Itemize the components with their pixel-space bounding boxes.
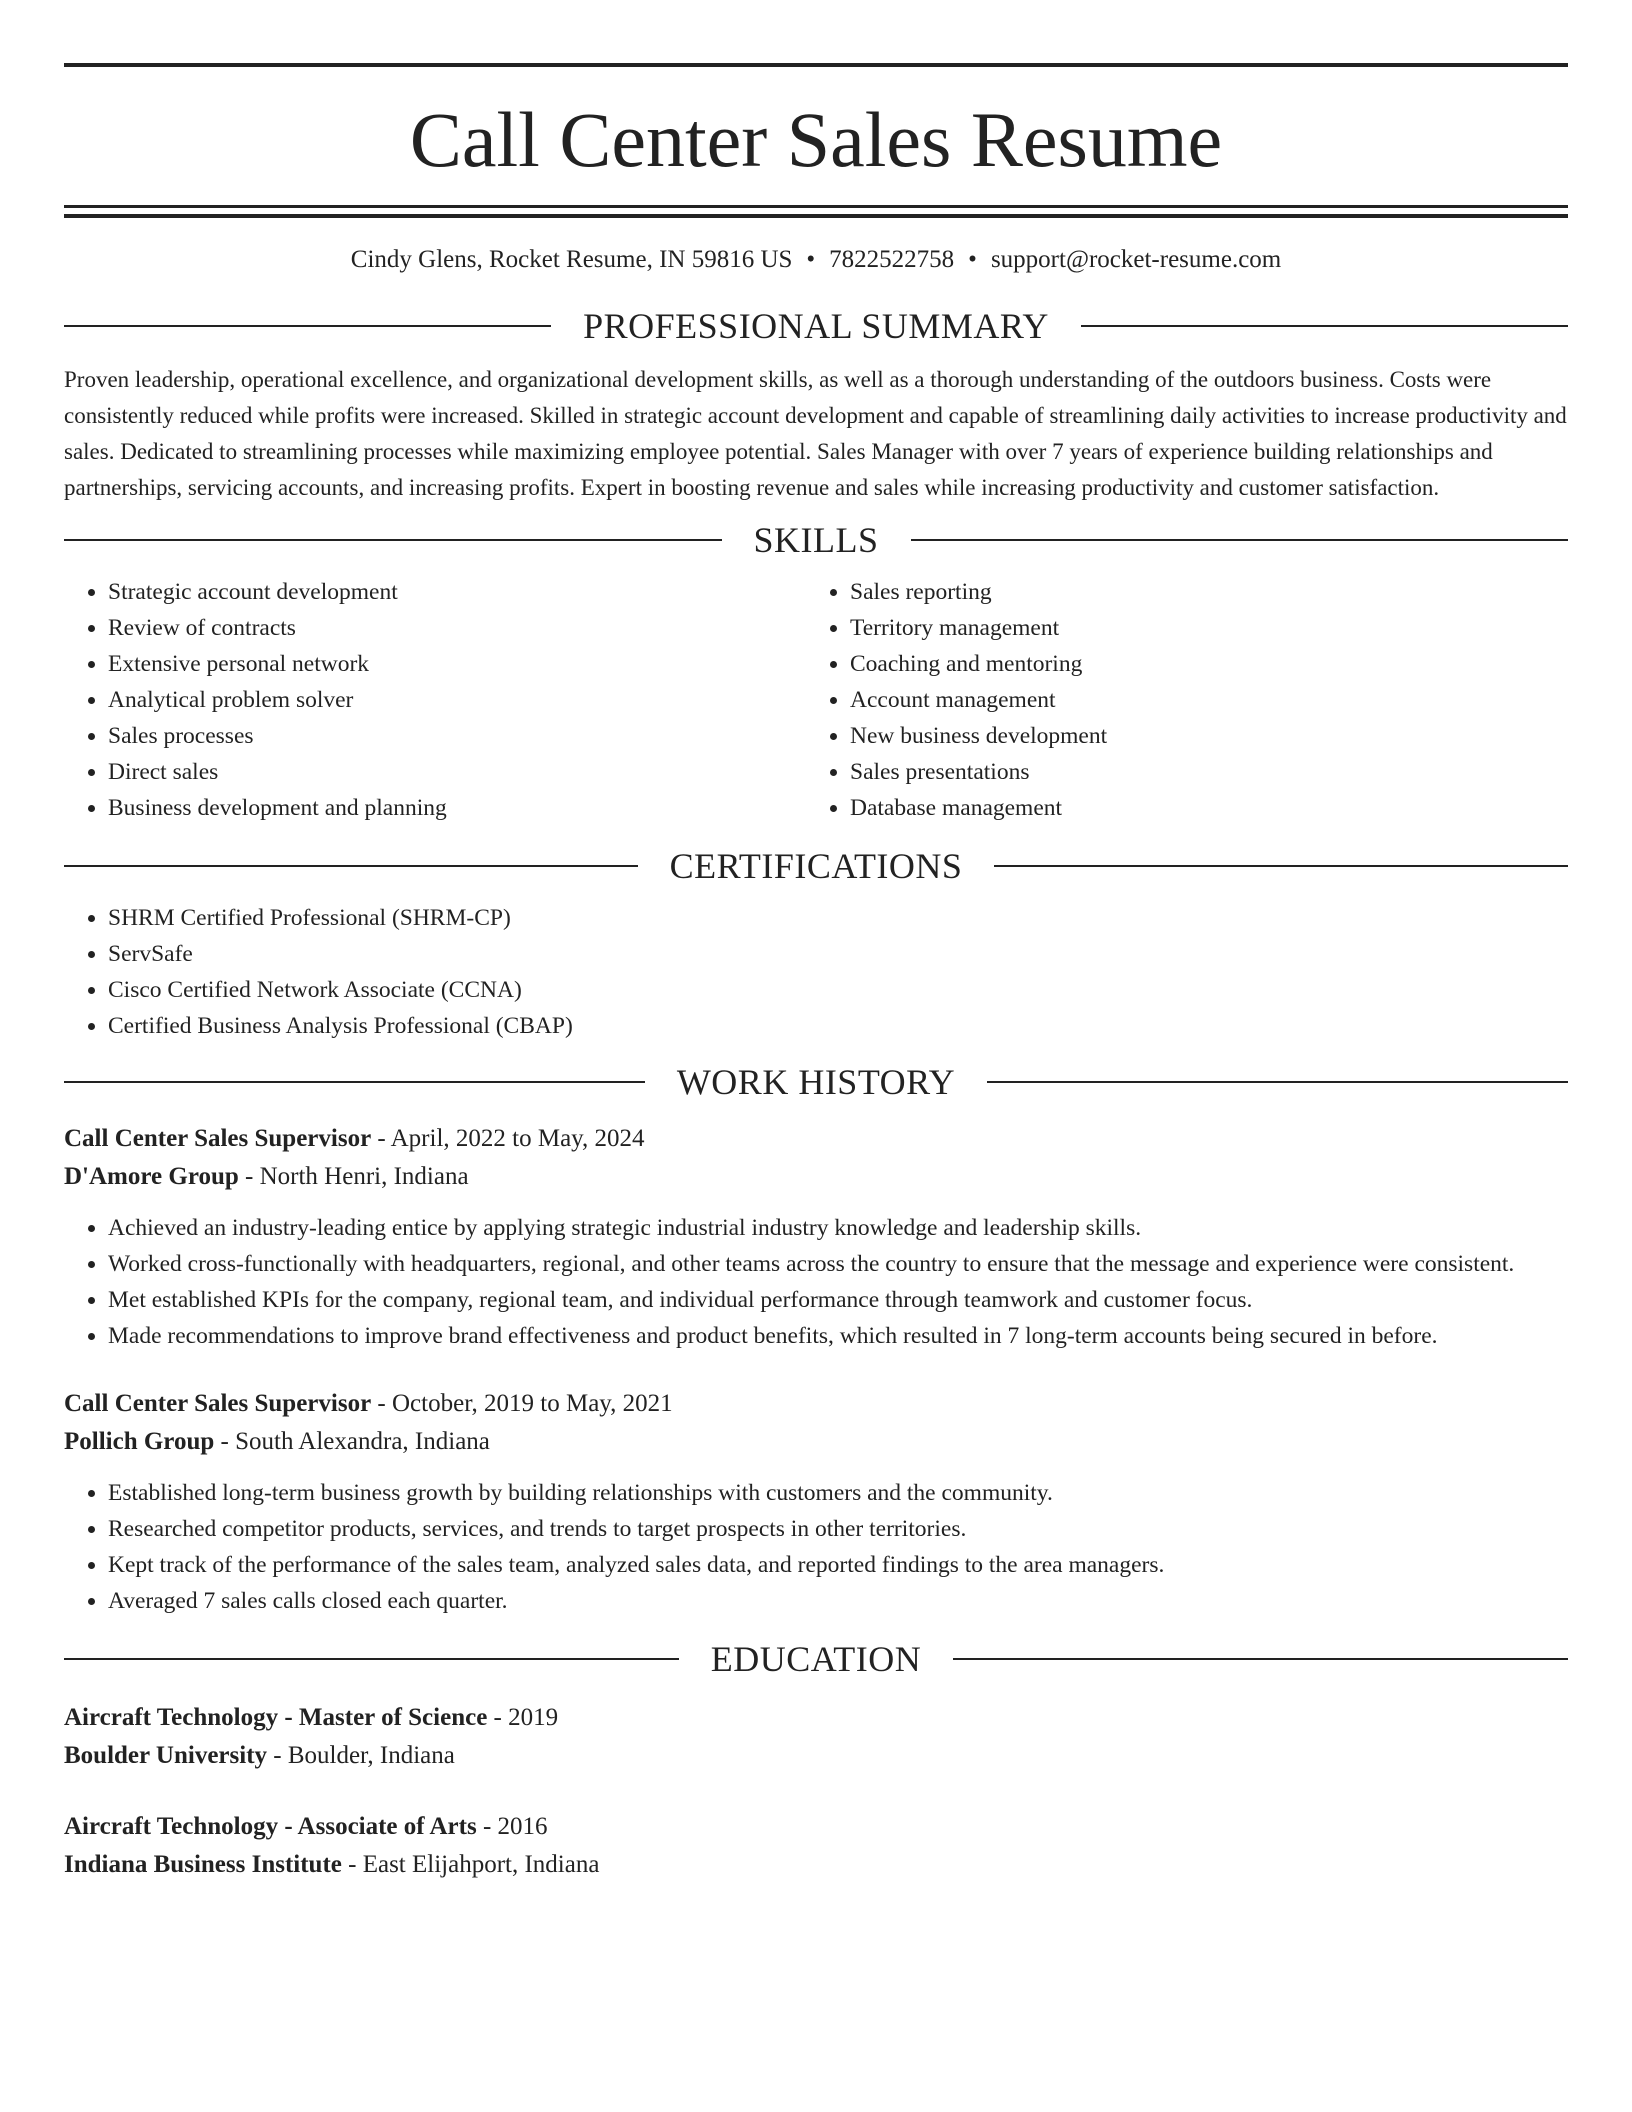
education-degree-line (64, 1699, 1568, 1737)
contact-separator: • (806, 246, 816, 273)
job-company: Pollich Group (64, 1428, 215, 1455)
job-bullets (64, 1475, 1568, 1619)
education-year: - 2019 (487, 1704, 559, 1731)
job-bullet: • Met established KPIs for the company, regional team, and individual performance through teamwork and customer focus. (108, 1282, 1568, 1318)
job-bullet: • Established long-term business growth by building relationships with customers and the community. (108, 1475, 1568, 1511)
job-bullets (64, 1210, 1568, 1354)
skill-item: • Analytical problem solver (108, 682, 806, 718)
top-rule (64, 63, 1568, 67)
job-bullet: • Kept track of the performance of the sales team, analyzed sales data, and reported findings to the area managers. (108, 1547, 1568, 1583)
job-bullet: • Worked cross-functionally with headquarters, regional, and other teams across the country to ensure that the message and experience were consistent. (108, 1246, 1568, 1282)
education-school: Boulder University (64, 1742, 268, 1769)
job-bullet: • Averaged 7 sales calls closed each quarter. (108, 1583, 1568, 1619)
job-title: Call Center Sales Supervisor (64, 1125, 372, 1152)
job-location: - South Alexandra, Indiana (214, 1428, 490, 1455)
section-heading-certifications (64, 844, 1568, 888)
job-company: D'Amore Group (64, 1163, 239, 1190)
job-entry (64, 1385, 1568, 1619)
skill-item: • Database management (850, 790, 1548, 826)
job-bullet: • Made recommendations to improve brand effectiveness and product benefits, which resulted in 7 long-term accounts being secured in before. (108, 1318, 1568, 1354)
certifications-list (64, 900, 1568, 1044)
education-location: - East Elijahport, Indiana (341, 1851, 600, 1878)
certification-item: • ServSafe (108, 936, 1568, 972)
education-school: Indiana Business Institute (64, 1851, 342, 1878)
job-bullet: • Researched competitor products, services, and trends to target prospects in other territories. (108, 1511, 1568, 1547)
job-title-line (64, 1385, 1568, 1423)
education-degree: Aircraft Technology - Associate of Arts (64, 1813, 477, 1840)
contact-phone: 7822522758 (829, 246, 955, 273)
contact-address: Cindy Glens, Rocket Resume, IN 59816 US (350, 246, 793, 273)
education-location: - Boulder, Indiana (267, 1742, 455, 1769)
resume-title: Call Center Sales Resume (409, 96, 1223, 183)
job-location: - North Henri, Indiana (238, 1163, 469, 1190)
skill-item: • Strategic account development (108, 574, 806, 610)
contact-line (64, 244, 1568, 276)
skill-item: • Business development and planning (108, 790, 806, 826)
certification-item: • Certified Business Analysis Professional (CBAP) (108, 1008, 1568, 1044)
skill-item: • New business development (850, 718, 1548, 754)
section-heading-work (64, 1060, 1568, 1104)
skill-item: • Sales reporting (850, 574, 1548, 610)
certification-item: • SHRM Certified Professional (SHRM-CP) (108, 900, 1568, 936)
skill-item: • Sales presentations (850, 754, 1548, 790)
job-bullet: • Achieved an industry-leading entice by applying strategic industrial industry knowledge and leadership skills. (108, 1210, 1568, 1246)
skill-item: • Sales processes (108, 718, 806, 754)
skills-heading: SKILLS (753, 520, 879, 560)
skill-item: • Extensive personal network (108, 646, 806, 682)
certification-item: • Cisco Certified Network Associate (CCNA) (108, 972, 1568, 1008)
job-company-line (64, 1158, 1568, 1196)
skill-item: • Review of contracts (108, 610, 806, 646)
education-school-line (64, 1737, 1568, 1775)
job-title-line (64, 1120, 1568, 1158)
skill-item: • Direct sales (108, 754, 806, 790)
education-degree-line (64, 1808, 1568, 1846)
section-heading-summary (64, 304, 1568, 348)
education-school-line (64, 1846, 1568, 1884)
job-entry (64, 1120, 1568, 1354)
skills-left-column (64, 574, 806, 826)
summary-heading: PROFESSIONAL SUMMARY (583, 306, 1049, 346)
education-degree: Aircraft Technology - Master of Science (64, 1704, 488, 1731)
skills-list (64, 574, 1568, 826)
contact-email: support@rocket-resume.com (990, 246, 1282, 273)
education-heading: EDUCATION (710, 1639, 922, 1679)
skill-item: • Account management (850, 682, 1548, 718)
education-year: - 2016 (476, 1813, 548, 1840)
work-heading: WORK HISTORY (676, 1062, 956, 1102)
section-heading-skills (64, 518, 1568, 562)
job-dates: - October, 2019 to May, 2021 (371, 1390, 673, 1417)
certifications-heading: CERTIFICATIONS (669, 846, 963, 886)
skills-right-column (806, 574, 1548, 826)
summary-text: Proven leadership, operational excellence, and organizational development skills, as well as a thorough understanding of the outdoors business. Costs were consistently reduced while profits were increased. Skilled in strategic account development and capable of streamlining daily activities to increase productivity and sales. Dedicated to streamlining processes while maximizing employee potential. Sales Manager with over 7 years of experience building relationships and partnerships, servicing accounts, and increasing profits. Expert in boosting revenue and sales while increasing productivity and customer satisfaction. (64, 367, 1567, 500)
resume-page (64, 0, 1568, 1884)
job-dates: - April, 2022 to May, 2024 (371, 1125, 645, 1152)
title-double-rule (64, 205, 1568, 218)
contact-separator: • (968, 246, 977, 273)
skill-item: • Territory management (850, 610, 1548, 646)
education-entry (64, 1808, 1568, 1884)
job-title: Call Center Sales Supervisor (64, 1390, 372, 1417)
skill-item: • Coaching and mentoring (850, 646, 1548, 682)
job-company-line (64, 1423, 1568, 1461)
section-heading-education (64, 1637, 1568, 1681)
education-entry (64, 1699, 1568, 1775)
